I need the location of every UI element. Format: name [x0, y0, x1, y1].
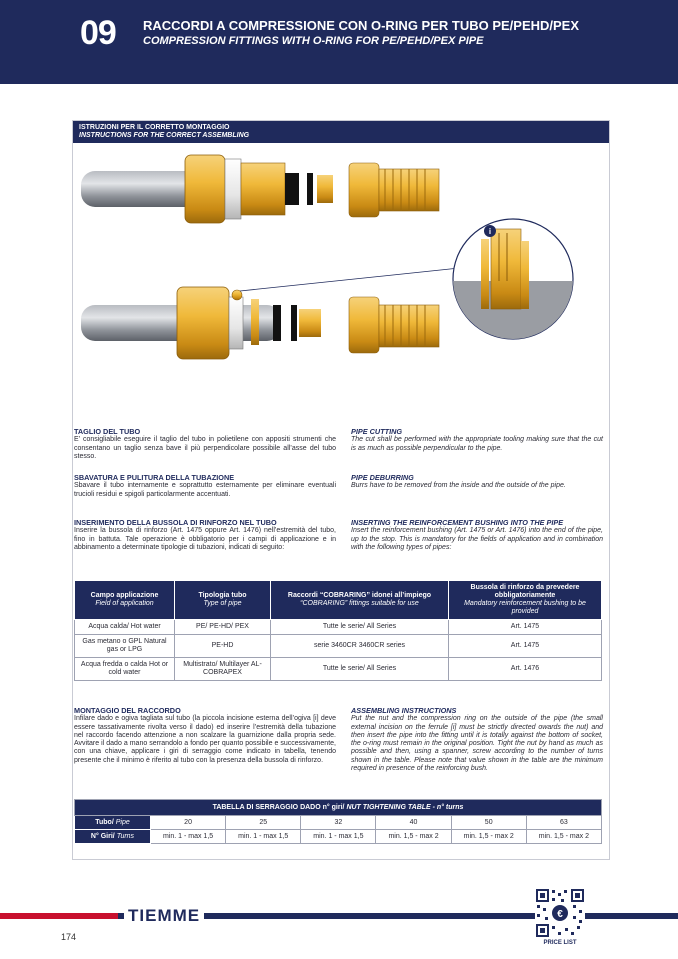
deburr-en-section	[351, 474, 603, 491]
cut-it-section	[74, 428, 336, 461]
qr-code[interactable]	[535, 888, 585, 938]
cut-en-body: The cut shall be performed with the appropriate tooling making sure that the cut is as much as possible perpendicular to the pipe.	[351, 436, 603, 452]
deburr-it-section	[74, 474, 336, 499]
assemble-it-body: Infilare dado e ogiva tagliata sul tubo (la piccola incisione esterna dell’ogiva [i] deve essere tassativamente rivolta verso il dado) ed inserire l’estremità della tubazione nel raccordo facendo attenzione a non scalzare la guarnizione dalla propria sede. Avvitare il dado a mano serrandolo a fondo per quanto possibile e successivamente, con una chiave, applicare i giri di serraggio come indicato in tabella, tenendo presente che il minimo è riferito al tubo con la presenza della bussola di rinforzo.	[74, 715, 336, 764]
page-header	[0, 0, 678, 84]
ring-bottom	[229, 297, 243, 349]
table-row	[75, 830, 602, 844]
apps-cell: serie 3460CR 3460CR series	[271, 635, 449, 658]
apps-cell: Art. 1475	[449, 635, 602, 658]
turns-cell: min. 1 - max 1,5	[301, 830, 376, 844]
insert-it-body: Inserire la bussola di rinforzo (Art. 1475 oppure Art. 1476) nell’estremità del tubo, fino in battuta. Tale operazione è obbligatorio per i campi di applicazione e in abbinamento a determinate tipologie di tubazioni, indicati di seguito:	[74, 527, 336, 551]
fitting-illustration	[77, 149, 605, 419]
table-row	[75, 816, 602, 830]
apps-cell: Tutte le serie/ All Series	[271, 658, 449, 681]
nut-bottom	[177, 287, 229, 359]
page-number: 174	[61, 932, 77, 942]
table-row	[75, 620, 602, 635]
tightening-table	[74, 799, 602, 844]
bottom-assembly	[81, 287, 439, 359]
tightening-table-title: TABELLA DI SERRAGGIO DADO n° giri/ NUT TIGHTENING TABLE - n° turns	[75, 800, 602, 816]
apps-header-bush: Bussola di rinforzo da prevedere obbligatoriamente Mandatory reinforcement bushing to be provided	[449, 581, 602, 620]
chapter-number: 09	[80, 14, 116, 52]
table-row	[75, 658, 602, 681]
oring-top-2	[307, 173, 313, 205]
bush-top	[317, 175, 333, 203]
turns-label: N° Giri/ Turns	[75, 830, 151, 844]
apps-header-field: Campo applicazione Field of application	[75, 581, 175, 620]
insert-it-section	[74, 519, 336, 552]
assemble-it-heading: MONTAGGIO DEL RACCORDO	[74, 706, 181, 715]
cut-en-section	[351, 428, 603, 453]
bush-bottom	[251, 299, 259, 345]
detail-leader-line	[240, 267, 469, 291]
apps-header-pipe: Tipologia tubo Type of pipe	[175, 581, 271, 620]
assemble-it-section	[74, 707, 336, 765]
apps-header-fittings: Raccordi “COBRARING” idonei all’impiego “COBRARING” fittings suitable for use	[271, 581, 449, 620]
panel-header	[73, 121, 609, 143]
deburr-it-heading: SBAVATURA E PULITURA DELLA TUBAZIONE	[74, 473, 235, 482]
apps-cell: PE/ PE-HD/ PEX	[175, 620, 271, 635]
price-list-label: PRICE LIST	[543, 940, 577, 946]
assemble-en-heading: ASSEMBLING INSTRUCTIONS	[351, 706, 457, 715]
cut-it-body: E’ consigliabile eseguire il taglio del tubo in polietilene con appositi strumenti che consentano un taglio senza bave il più perpendicolare possibile all’asse del tubo stesso.	[74, 436, 336, 460]
turns-cell: min. 1,5 - max 2	[376, 830, 451, 844]
insert-en-body: Insert the reinforcement bushing (Art. 1475 or Art. 1476) into the end of the pipe, up to the stop. This is mandatory for the fields of application and in combination with the following types of pipes:	[351, 527, 603, 551]
footer-accent	[0, 913, 118, 919]
ferrule-marker	[232, 290, 242, 300]
pipe-size-cell: 32	[301, 816, 376, 830]
pipe-size-cell: 50	[451, 816, 526, 830]
male-nut-top	[349, 163, 379, 217]
body-top	[241, 163, 285, 215]
insert-en-section	[351, 519, 603, 552]
cut-en-heading: PIPE CUTTING	[351, 427, 403, 436]
insert-en-heading: INSERTING THE REINFORCEMENT BUSHING INTO THE PIPE	[351, 518, 564, 527]
oring-bottom-2	[291, 305, 297, 341]
apps-cell: Acqua calda/ Hot water	[75, 620, 175, 635]
male-nut-bottom	[349, 297, 379, 353]
panel-title-it: ISTRUZIONI PER IL CORRETTO MONTAGGIO	[79, 124, 230, 131]
pipe-size-cell: 20	[151, 816, 226, 830]
apps-cell: Gas metano o GPL Natural gas or LPG	[75, 635, 175, 658]
header-title-it: RACCORDI A COMPRESSIONE CON O-RING PER TUBO PE/PEHD/PEX	[143, 18, 580, 33]
cut-it-heading: TAGLIO DEL TUBO	[74, 427, 141, 436]
oring-bottom-1	[273, 305, 281, 341]
apps-cell: Art. 1475	[449, 620, 602, 635]
apps-cell: PE-HD	[175, 635, 271, 658]
assemble-en-body: Put the nut and the compression ring on the outside of the pipe (the small external incision on the ferrule [i] must be strictly directed owards the nut) and then insert the pipe into the fitting until it is totally against the bottom of socket, the o-ring must remain in the original position. Tight the nut by hand as much as possible and then, using a spanner, screw according to the number of turns shown in the table. Please note that value shown in the table are the minimum required in presence of the reinforcing bush.	[351, 715, 603, 773]
turns-cell: min. 1 - max 1,5	[151, 830, 226, 844]
apps-cell: Multistrato/ Multilayer AL-COBRAPEX	[175, 658, 271, 681]
panel-title-en: INSTRUCTIONS FOR THE CORRECT ASSEMBLING	[79, 132, 250, 139]
detail-circle	[447, 219, 587, 341]
apps-cell: Acqua fredda o calda Hot or cold water	[75, 658, 175, 681]
nut-top	[185, 155, 225, 223]
deburr-it-body: Sbavare il tubo internamente e soprattutto esternamente per eliminare eventuali trucioli residui e spigoli particolarmente accentuati.	[74, 482, 336, 498]
insert-it-heading: INSERIMENTO DELLA BUSSOLA DI RINFORZO NEL TUBO	[74, 518, 277, 527]
brand-logo: TIEMME	[124, 906, 204, 926]
assemble-en-section	[351, 707, 603, 773]
oring-top-1	[285, 173, 299, 205]
turns-cell: min. 1,5 - max 2	[451, 830, 526, 844]
deburr-en-body: Burrs have to be removed from the inside and the outside of the pipe.	[351, 482, 566, 490]
qr-euro-symbol: €	[557, 909, 563, 920]
header-title-en: COMPRESSION FITTINGS WITH O-RING FOR PE/PEHD/PEX PIPE	[143, 35, 484, 47]
pipe-size-cell: 63	[526, 816, 601, 830]
bush-end-bottom	[299, 309, 321, 337]
apps-cell: Art. 1476	[449, 658, 602, 681]
table-row	[75, 635, 602, 658]
turns-cell: min. 1 - max 1,5	[226, 830, 301, 844]
application-table	[74, 580, 602, 681]
top-assembly	[81, 155, 439, 223]
ring-top	[225, 159, 241, 219]
turns-cell: min. 1,5 - max 2	[526, 830, 601, 844]
pipe-size-cell: 25	[226, 816, 301, 830]
detail-marker-label: i	[488, 227, 492, 236]
pipe-size-label: Tubo/ Pipe	[75, 816, 151, 830]
apps-cell: Tutte le serie/ All Series	[271, 620, 449, 635]
pipe-size-cell: 40	[376, 816, 451, 830]
deburr-en-heading: PIPE DEBURRING	[351, 473, 414, 482]
